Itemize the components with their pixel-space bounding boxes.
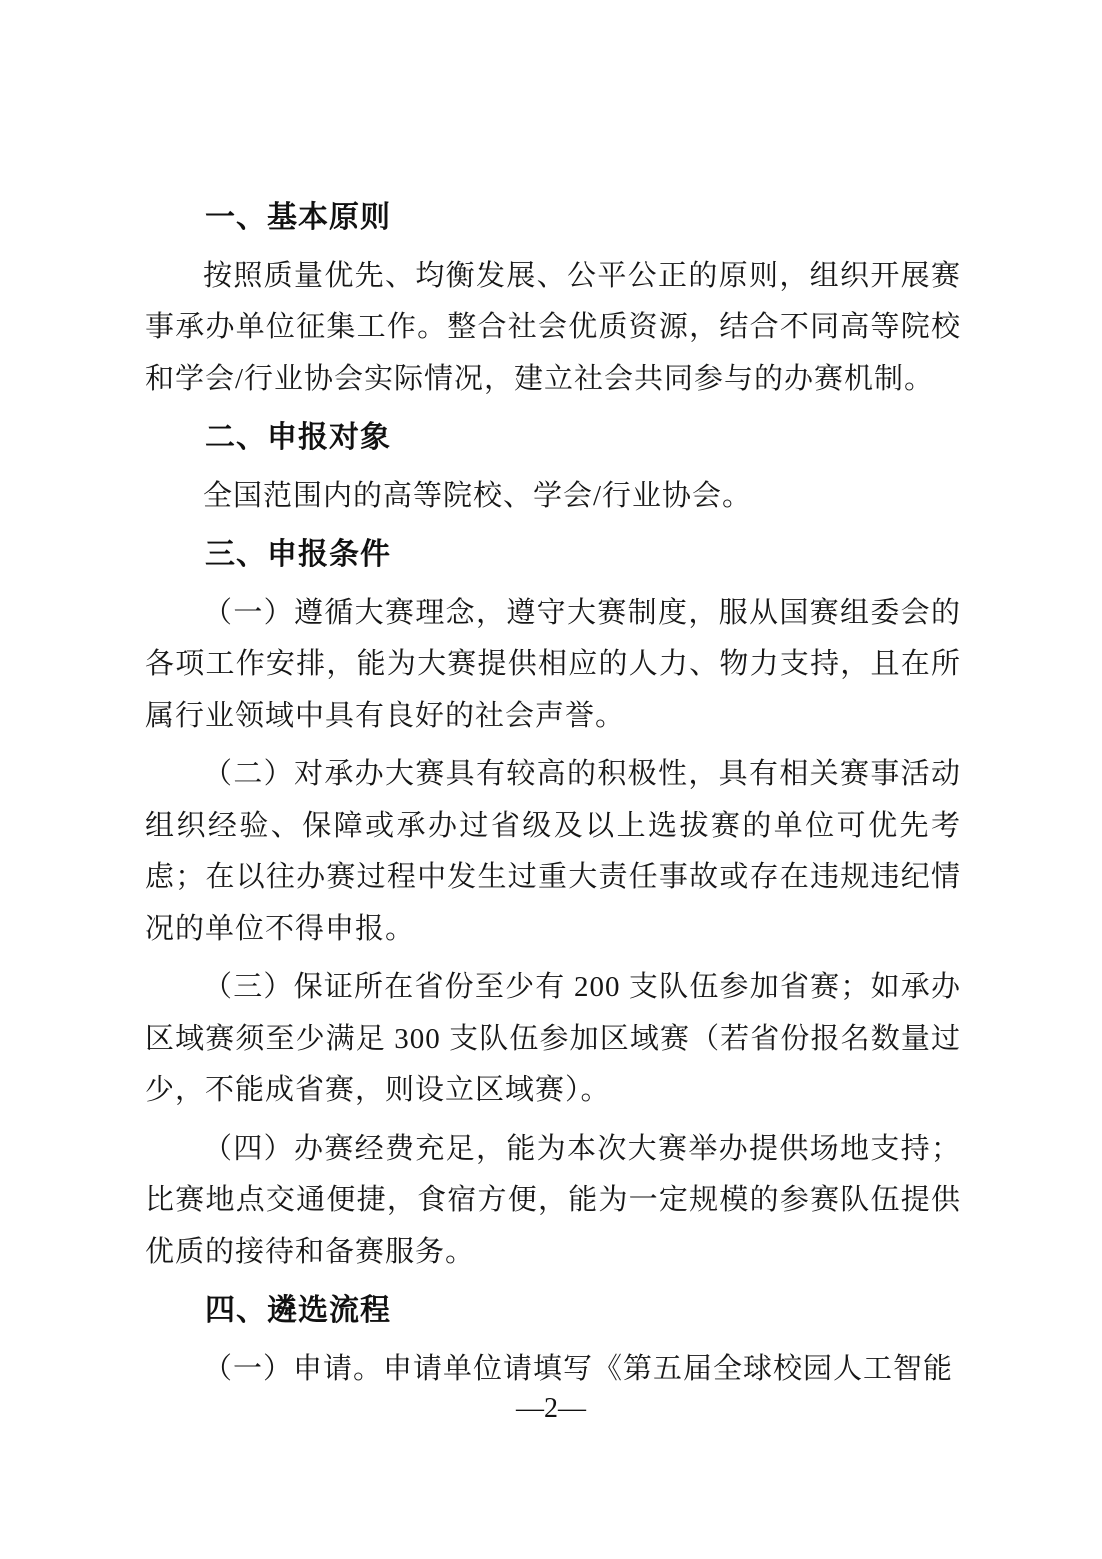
section-heading-application-conditions: 三、申报条件 [205, 538, 391, 571]
paragraph-condition-3: （三）保证所在省份至少有 200 支队伍参加省赛；如承办区域赛须至少满足 300 支队伍参加区域赛（若省份报名数量过少，不能成省赛，则设立区域赛）。 [145, 971, 961, 1106]
paragraph-condition-1: （一）遵循大赛理念，遵守大赛制度，服从国赛组委会的各项工作安排，能为大赛提供相应的人力、物力支持，且在所属行业领域中具有良好的社会声誉。 [145, 596, 961, 732]
document-body [145, 192, 961, 1395]
paragraph-condition-2: （二）对承办大赛具有较高的积极性，具有相关赛事活动组织经验、保障或承办过省级及以上选拔赛的单位可优先考虑；在以往办赛过程中发生过重大责任事故或存在违规违纪情况的单位不得申报。 [145, 758, 961, 945]
page-number: —2— [516, 1393, 586, 1424]
paragraph-basic-principles: 按照质量优先、均衡发展、公平公正的原则，组织开展赛事承办单位征集工作。整合社会优质资源，结合不同高等院校和学会/行业协会实际情况，建立社会共同参与的办赛机制。 [145, 259, 961, 395]
paragraph-application-targets: 全国范围内的高等院校、学会/行业协会。 [203, 479, 753, 512]
section-heading-selection-process: 四、遴选流程 [205, 1294, 391, 1327]
paragraph-condition-4: （四）办赛经费充足，能为本次大赛举办提供场地支持；比赛地点交通便捷，食宿方便，能为一定规模的参赛队伍提供优质的接待和备赛服务。 [145, 1132, 961, 1268]
section-heading-application-targets: 二、申报对象 [205, 421, 391, 454]
section-heading-basic-principles: 一、基本原则 [205, 201, 391, 234]
paragraph-selection-step-1: （一）申请。申请单位请填写《第五届全球校园人工智能 [203, 1352, 954, 1385]
